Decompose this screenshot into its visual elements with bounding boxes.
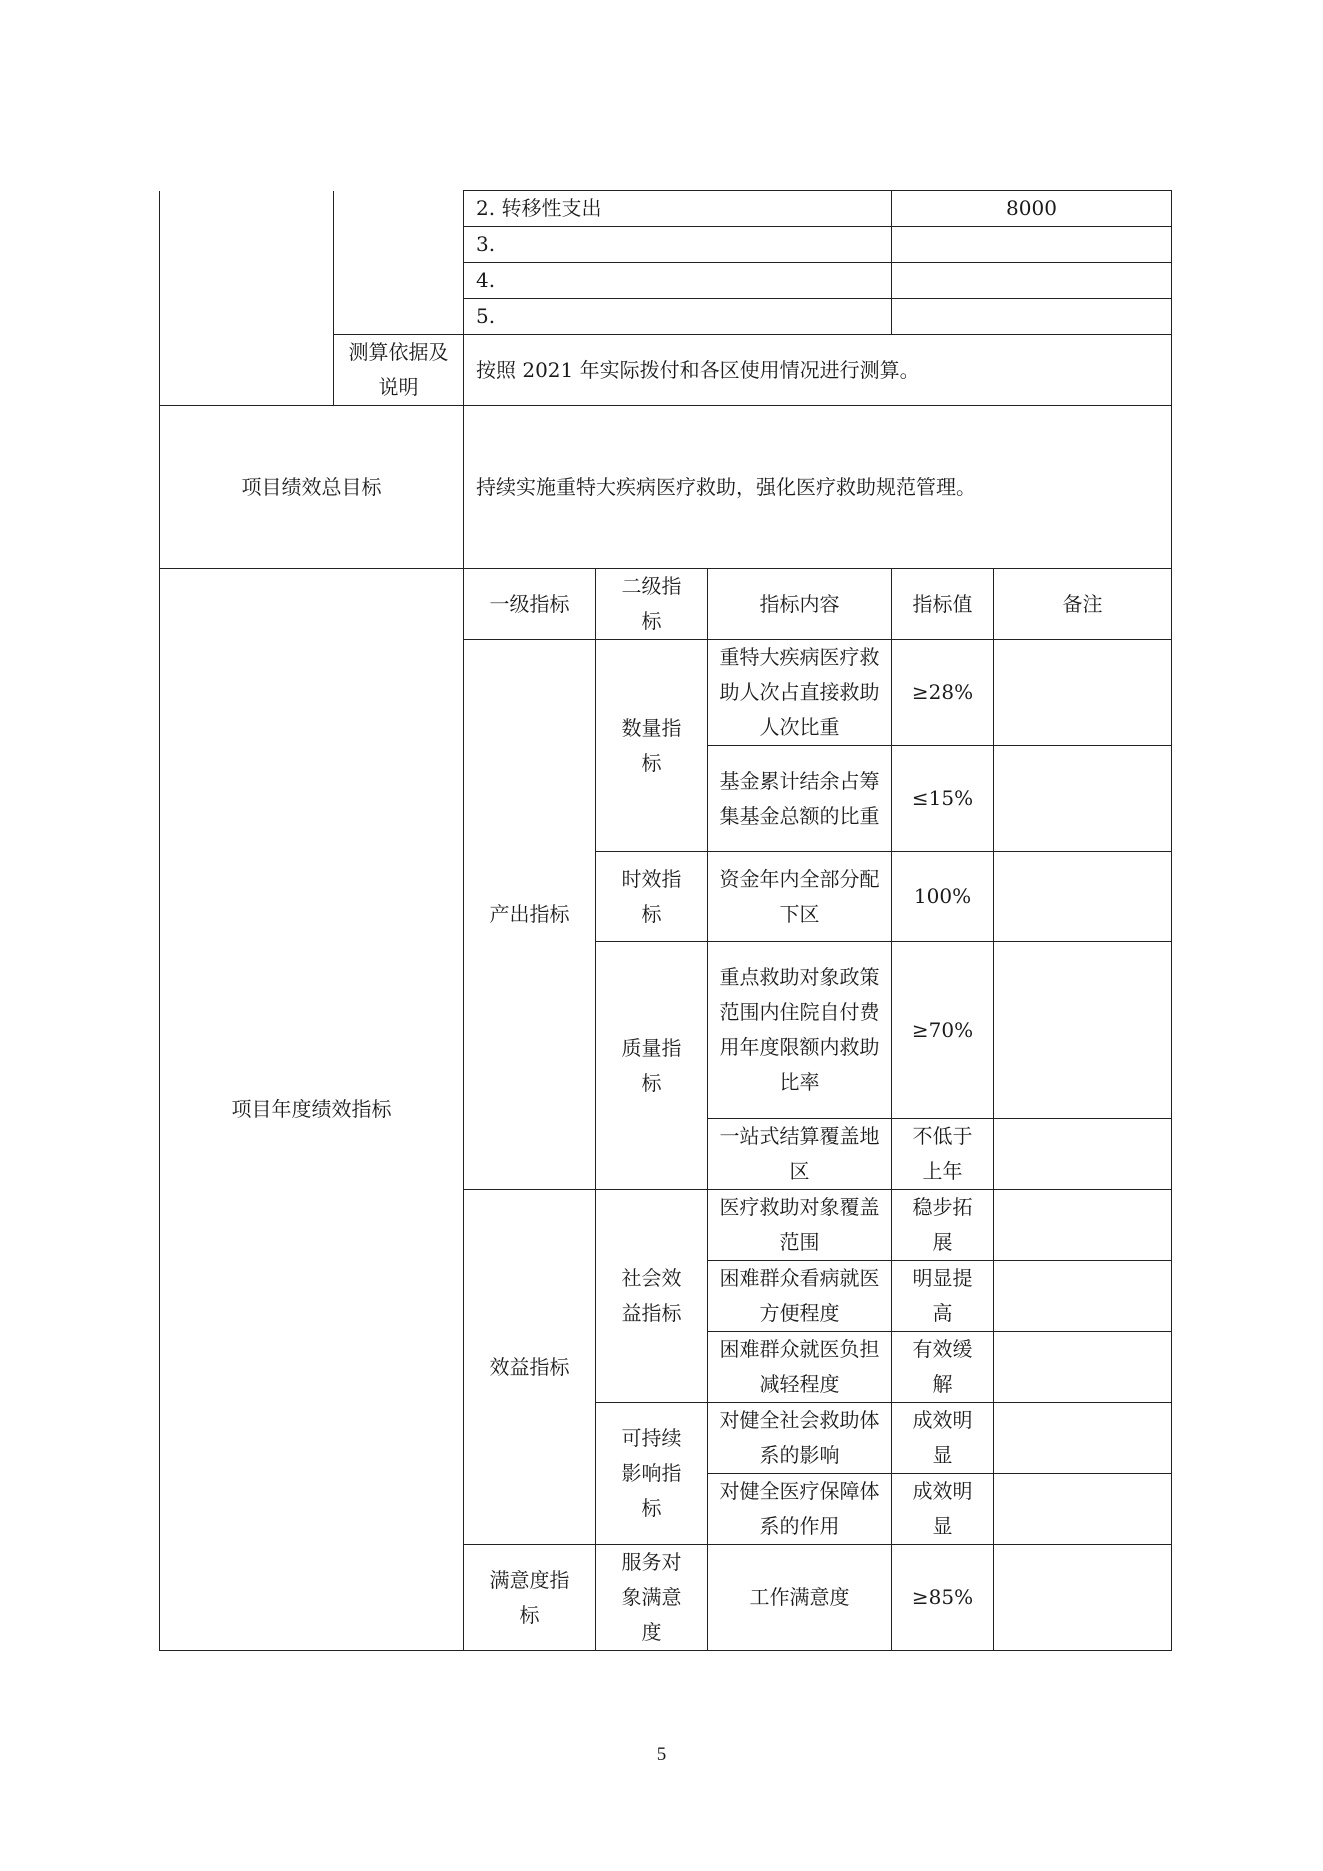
indicator-value: ≥85% <box>892 1545 994 1651</box>
indicator-content: 一站式结算覆盖地区 <box>708 1119 892 1190</box>
header-level2: 二级指标 <box>596 569 708 640</box>
level2-timeliness: 时效指标 <box>596 852 708 942</box>
indicator-note <box>994 1332 1172 1403</box>
budget-item-amount <box>892 227 1172 263</box>
indicator-note <box>994 1190 1172 1261</box>
indicator-content: 重特大疾病医疗救助人次占直接救助人次比重 <box>708 640 892 746</box>
goal-text: 持续实施重特大疾病医疗救助，强化医疗救助规范管理。 <box>464 406 1172 569</box>
indicator-note <box>994 852 1172 942</box>
indicator-value: ≥28% <box>892 640 994 746</box>
budget-item-label: 4. <box>464 263 892 299</box>
indicator-value: 成效明显 <box>892 1474 994 1545</box>
indicator-content: 医疗救助对象覆盖范围 <box>708 1190 892 1261</box>
blank-cell <box>334 191 464 335</box>
header-note: 备注 <box>994 569 1172 640</box>
indicator-content: 工作满意度 <box>708 1545 892 1651</box>
indicator-content: 困难群众看病就医方便程度 <box>708 1261 892 1332</box>
indicator-section-label: 项目年度绩效指标 <box>160 569 464 1651</box>
performance-table <box>159 190 1172 1651</box>
indicator-value: ≤15% <box>892 746 994 852</box>
indicator-note <box>994 1119 1172 1190</box>
indicator-note <box>994 1545 1172 1651</box>
indicator-value: 100% <box>892 852 994 942</box>
budget-item-amount: 8000 <box>892 191 1172 227</box>
goal-label: 项目绩效总目标 <box>160 406 464 569</box>
page-number: 5 <box>656 1744 667 1765</box>
indicator-content: 对健全社会救助体系的影响 <box>708 1403 892 1474</box>
level1-output: 产出指标 <box>464 640 596 1190</box>
indicator-header-row <box>160 569 1172 640</box>
header-content: 指标内容 <box>708 569 892 640</box>
indicator-value: 不低于上年 <box>892 1119 994 1190</box>
budget-item-label: 2. 转移性支出 <box>464 191 892 227</box>
level1-benefit: 效益指标 <box>464 1190 596 1545</box>
indicator-value: 成效明显 <box>892 1403 994 1474</box>
budget-item-label: 3. <box>464 227 892 263</box>
indicator-content: 基金累计结余占筹集基金总额的比重 <box>708 746 892 852</box>
indicator-note <box>994 1474 1172 1545</box>
indicator-content: 资金年内全部分配下区 <box>708 852 892 942</box>
level2-service: 服务对象满意度 <box>596 1545 708 1651</box>
level2-quantity: 数量指标 <box>596 640 708 852</box>
indicator-note <box>994 1403 1172 1474</box>
blank-cell <box>160 191 334 406</box>
level2-quality: 质量指标 <box>596 942 708 1190</box>
indicator-content: 重点救助对象政策范围内住院自付费用年度限额内救助比率 <box>708 942 892 1119</box>
indicator-content: 困难群众就医负担减轻程度 <box>708 1332 892 1403</box>
goal-row <box>160 406 1172 569</box>
indicator-value: 稳步拓展 <box>892 1190 994 1261</box>
indicator-value: 有效缓解 <box>892 1332 994 1403</box>
indicator-value: ≥70% <box>892 942 994 1119</box>
budget-item-label: 5. <box>464 299 892 335</box>
level2-sustainable: 可持续影响指标 <box>596 1403 708 1545</box>
level2-social: 社会效益指标 <box>596 1190 708 1403</box>
basis-text: 按照 2021 年实际拨付和各区使用情况进行测算。 <box>464 335 1172 406</box>
indicator-content: 对健全医疗保障体系的作用 <box>708 1474 892 1545</box>
budget-item-amount <box>892 299 1172 335</box>
level1-satisfaction: 满意度指标 <box>464 1545 596 1651</box>
basis-label: 测算依据及说明 <box>334 335 464 406</box>
indicator-note <box>994 640 1172 746</box>
budget-item-amount <box>892 263 1172 299</box>
indicator-value: 明显提高 <box>892 1261 994 1332</box>
indicator-note <box>994 1261 1172 1332</box>
indicator-note <box>994 746 1172 852</box>
budget-row <box>160 191 1172 227</box>
header-value: 指标值 <box>892 569 994 640</box>
header-level1: 一级指标 <box>464 569 596 640</box>
indicator-note <box>994 942 1172 1119</box>
